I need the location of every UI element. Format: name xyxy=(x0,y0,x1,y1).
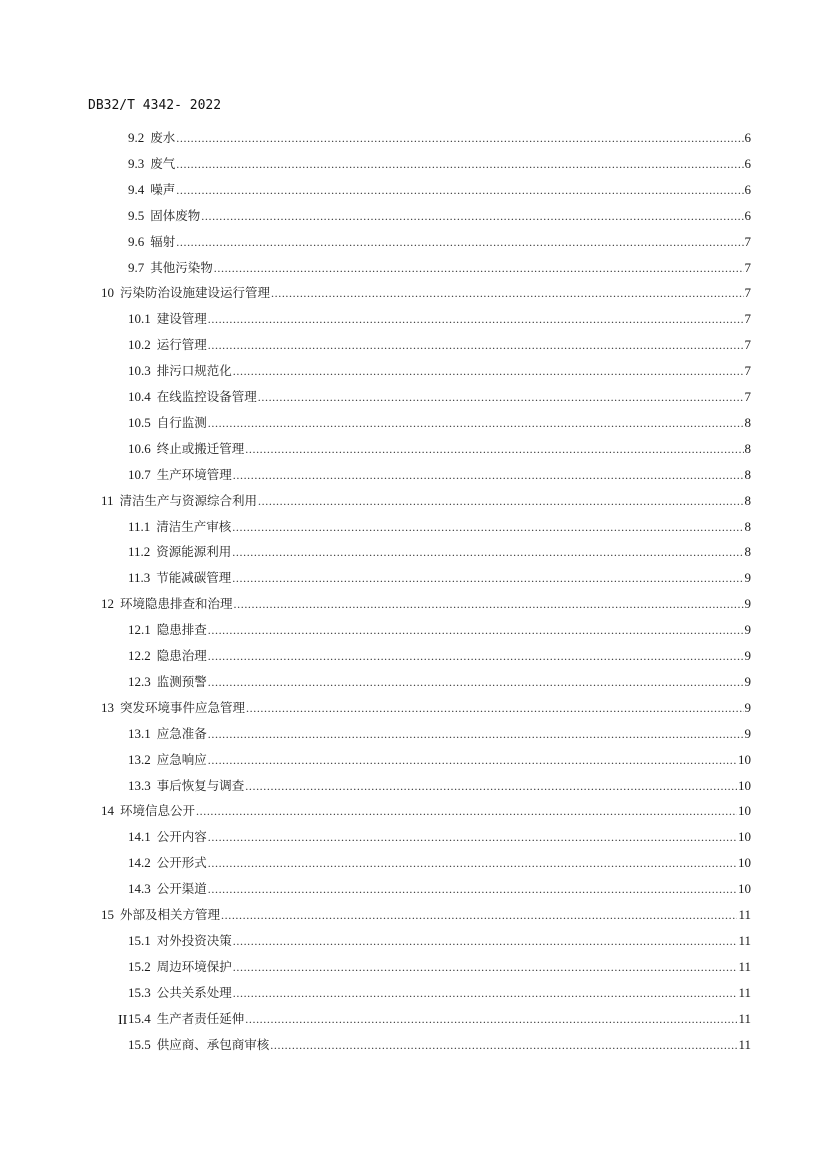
toc-entry[interactable] xyxy=(128,957,751,977)
dot-leader xyxy=(246,701,743,716)
toc-entry-number: 13.3 xyxy=(128,777,151,793)
toc-entry-page-number: 8 xyxy=(744,492,751,508)
toc-entry-title: 生产环境管理 xyxy=(156,466,232,482)
toc-entry-number: 10.1 xyxy=(128,311,151,327)
toc-entry-number: 11 xyxy=(101,492,114,508)
toc-entry-title: 环境隐患排查和治理 xyxy=(120,596,233,612)
toc-entry[interactable] xyxy=(128,853,751,873)
toc-entry[interactable] xyxy=(128,1009,751,1029)
dot-leader xyxy=(208,338,744,353)
toc-entry-title: 废气 xyxy=(150,155,176,171)
toc-entry-title: 噪声 xyxy=(150,181,176,197)
toc-entry-number: 15.2 xyxy=(128,958,151,974)
toc-entry-title: 建设管理 xyxy=(156,311,207,327)
toc-entry-title: 公开内容 xyxy=(156,829,207,845)
toc-entry-number: 14.2 xyxy=(128,855,151,871)
dot-leader xyxy=(245,779,737,794)
toc-entry[interactable] xyxy=(128,750,751,770)
toc-entry-number: 9.4 xyxy=(128,181,145,197)
toc-entry-page-number: 8 xyxy=(744,414,751,430)
toc-entry-page-number: 10 xyxy=(738,803,751,819)
dot-leader xyxy=(258,494,743,509)
toc-entry-page-number: 11 xyxy=(738,1036,751,1052)
toc-entry-number: 9.7 xyxy=(128,259,145,275)
toc-entry[interactable] xyxy=(128,128,751,148)
toc-entry-page-number: 8 xyxy=(744,440,751,456)
dot-leader xyxy=(208,856,737,871)
toc-entry[interactable] xyxy=(128,568,751,588)
dot-leader xyxy=(258,390,744,405)
toc-entry-title: 公开渠道 xyxy=(156,881,207,897)
toc-entry-title: 清洁生产审核 xyxy=(156,518,232,534)
toc-entry-title: 资源能源利用 xyxy=(156,544,232,560)
toc-entry-number: 15.5 xyxy=(128,1036,151,1052)
toc-entry-page-number: 9 xyxy=(744,648,751,663)
toc-entry[interactable] xyxy=(128,465,751,485)
toc-entry[interactable] xyxy=(128,206,751,226)
dot-leader xyxy=(201,209,743,224)
toc-entry[interactable] xyxy=(101,594,751,614)
toc-entry-title: 监测预警 xyxy=(156,673,207,689)
toc-entry-page-number: 9 xyxy=(744,673,751,689)
dot-leader xyxy=(233,364,744,379)
toc-entry-page-number: 11 xyxy=(738,932,751,948)
toc-entry[interactable] xyxy=(128,361,751,381)
toc-entry[interactable] xyxy=(128,620,751,640)
toc-entry-number: 15.3 xyxy=(128,984,151,1000)
toc-entry-title: 公开形式 xyxy=(156,855,207,871)
dot-leader xyxy=(233,960,738,975)
toc-entry[interactable] xyxy=(101,491,751,511)
toc-entry-title: 隐患治理 xyxy=(156,648,207,663)
dot-leader xyxy=(233,986,738,1001)
toc-entry-title: 对外投资决策 xyxy=(156,932,232,948)
toc-entry-number: 9.5 xyxy=(128,207,145,223)
toc-entry[interactable] xyxy=(128,387,751,407)
dot-leader xyxy=(208,623,744,638)
toc-entry-title: 排污口规范化 xyxy=(156,363,232,379)
toc-entry-page-number: 8 xyxy=(744,466,751,482)
toc-entry[interactable] xyxy=(128,258,751,278)
dot-leader xyxy=(176,157,743,172)
toc-entry-page-number: 6 xyxy=(744,207,751,223)
dot-leader xyxy=(245,442,743,457)
toc-entry[interactable] xyxy=(128,335,751,355)
toc-entry-number: 10.7 xyxy=(128,466,151,482)
toc-entry-page-number: 8 xyxy=(744,544,751,560)
toc-entry-title: 周边环境保护 xyxy=(156,958,232,974)
toc-entry-number: 14.1 xyxy=(128,829,151,845)
dot-leader xyxy=(208,882,737,897)
toc-entry[interactable] xyxy=(101,801,751,821)
toc-entry-page-number: 10 xyxy=(738,777,751,793)
toc-entry-page-number: 9 xyxy=(744,570,751,586)
toc-entry-title: 外部及相关方管理 xyxy=(120,907,221,922)
dot-leader xyxy=(208,675,744,690)
dot-leader xyxy=(233,468,744,483)
toc-entry-page-number: 7 xyxy=(744,311,751,327)
dot-leader xyxy=(221,908,737,923)
dot-leader xyxy=(208,830,737,845)
toc-entry-page-number: 7 xyxy=(744,259,751,275)
toc-entry-number: 12.1 xyxy=(128,622,151,638)
toc-entry-number: 15 xyxy=(101,907,114,922)
toc-entry-number: 13.2 xyxy=(128,751,151,767)
toc-entry-page-number: 9 xyxy=(744,596,751,612)
toc-entry-title: 隐患排查 xyxy=(156,622,207,638)
toc-entry[interactable] xyxy=(101,905,751,925)
toc-entry-title: 废水 xyxy=(150,130,176,145)
toc-entry-number: 10.3 xyxy=(128,363,151,379)
toc-entry-number: 10.5 xyxy=(128,414,151,430)
toc-entry-number: 10.6 xyxy=(128,440,151,456)
toc-entry-page-number: 9 xyxy=(744,699,751,715)
toc-entry-title: 其他污染物 xyxy=(150,259,213,275)
toc-entry-title: 应急响应 xyxy=(156,751,207,767)
dot-leader xyxy=(208,416,744,431)
toc-entry[interactable] xyxy=(128,413,751,433)
toc-entry-number: 14 xyxy=(101,803,114,819)
toc-entry[interactable] xyxy=(101,698,751,718)
page-number-footer: II xyxy=(118,1013,128,1028)
dot-leader xyxy=(208,312,744,327)
toc-entry[interactable] xyxy=(101,283,751,303)
toc-entry[interactable] xyxy=(128,827,751,847)
toc-entry-title: 污染防治设施建设运行管理 xyxy=(120,285,271,301)
toc-entry-page-number: 11 xyxy=(738,907,751,922)
toc-entry-page-number: 10 xyxy=(738,855,751,871)
toc-entry[interactable] xyxy=(128,879,751,899)
toc-entry-number: 13 xyxy=(101,699,114,715)
toc-entry-number: 12.3 xyxy=(128,673,151,689)
toc-entry[interactable] xyxy=(128,542,751,562)
toc-entry[interactable] xyxy=(128,983,751,1003)
toc-entry-page-number: 7 xyxy=(744,337,751,353)
dot-leader xyxy=(232,545,743,560)
toc-entry-page-number: 9 xyxy=(744,622,751,638)
dot-leader xyxy=(176,131,743,146)
toc-entry-title: 生产者责任延伸 xyxy=(156,1010,245,1026)
toc-entry-page-number: 7 xyxy=(744,389,751,404)
toc-entry-page-number: 8 xyxy=(744,518,751,534)
document-code-header: DB32/T 4342- 2022 xyxy=(88,98,222,113)
toc-entry[interactable] xyxy=(128,931,751,951)
toc-entry-number: 11.1 xyxy=(128,518,151,534)
toc-entry-number: 12.2 xyxy=(128,648,151,663)
dot-leader xyxy=(234,597,744,612)
toc-entry-page-number: 6 xyxy=(744,181,751,197)
toc-entry-number: 15.1 xyxy=(128,932,151,948)
toc-entry[interactable] xyxy=(128,517,751,537)
toc-entry-page-number: 7 xyxy=(744,233,751,249)
dot-leader xyxy=(232,520,743,535)
toc-entry-page-number: 7 xyxy=(744,363,751,379)
dot-leader xyxy=(196,804,737,819)
dot-leader xyxy=(176,235,743,250)
toc-entry-title: 终止或搬迁管理 xyxy=(156,440,245,456)
toc-entry-page-number: 11 xyxy=(738,1010,751,1026)
toc-entry-number: 9.6 xyxy=(128,233,145,249)
toc-entry-number: 10.2 xyxy=(128,337,151,353)
toc-entry-page-number: 10 xyxy=(738,829,751,845)
dot-leader xyxy=(233,934,738,949)
toc-entry-title: 在线监控设备管理 xyxy=(156,389,257,404)
toc-entry[interactable] xyxy=(128,232,751,252)
toc-entry-number: 11.3 xyxy=(128,570,151,586)
toc-entry-page-number: 10 xyxy=(738,751,751,767)
toc-entry-number: 11.2 xyxy=(128,544,151,560)
dot-leader xyxy=(208,753,737,768)
toc-entry-number: 14.3 xyxy=(128,881,151,897)
toc-entry[interactable] xyxy=(128,309,751,329)
toc-entry-number: 13.1 xyxy=(128,725,151,741)
dot-leader xyxy=(176,183,743,198)
toc-entry-title: 清洁生产与资源综合利用 xyxy=(119,492,258,508)
toc-entry-number: 9.3 xyxy=(128,155,145,171)
dot-leader xyxy=(245,1012,737,1027)
toc-entry-title: 环境信息公开 xyxy=(120,803,196,819)
toc-entry-title: 固体废物 xyxy=(150,207,201,223)
toc-entry[interactable] xyxy=(128,154,751,174)
toc-entry-page-number: 10 xyxy=(738,881,751,897)
toc-entry-page-number: 6 xyxy=(744,155,751,171)
toc-entry-title: 事后恢复与调查 xyxy=(156,777,245,793)
toc-entry-title: 公共关系处理 xyxy=(156,984,232,1000)
toc-entry[interactable] xyxy=(128,180,751,200)
toc-entry-title: 运行管理 xyxy=(156,337,207,353)
toc-entry-number: 9.2 xyxy=(128,130,145,145)
toc-entry-title: 辐射 xyxy=(150,233,176,249)
toc-entry-number: 15.4 xyxy=(128,1010,151,1026)
toc-entry-title: 供应商、承包商审核 xyxy=(156,1036,270,1052)
dot-leader xyxy=(271,286,743,301)
dot-leader xyxy=(214,261,744,276)
toc-entry[interactable] xyxy=(128,1035,751,1055)
toc-entry-title: 自行监测 xyxy=(156,414,207,430)
toc-entry-page-number: 6 xyxy=(744,130,751,145)
toc-entry-number: 10 xyxy=(101,285,114,301)
toc-entry-title: 突发环境事件应急管理 xyxy=(120,699,246,715)
toc-entry-page-number: 11 xyxy=(738,958,751,974)
dot-leader xyxy=(270,1038,737,1053)
toc-entry-page-number: 11 xyxy=(738,984,751,1000)
dot-leader xyxy=(208,727,744,742)
toc-entry-page-number: 9 xyxy=(744,725,751,741)
toc-entry-title: 应急准备 xyxy=(156,725,207,741)
toc-entry-number: 10.4 xyxy=(128,389,151,404)
dot-leader xyxy=(232,571,743,586)
toc-entry[interactable] xyxy=(128,646,751,666)
toc-entry[interactable] xyxy=(128,439,751,459)
toc-entry[interactable] xyxy=(128,724,751,744)
toc-entry-number: 12 xyxy=(101,596,114,612)
toc-entry[interactable] xyxy=(128,776,751,796)
toc-entry-page-number: 7 xyxy=(744,285,751,301)
toc-entry-title: 节能减碳管理 xyxy=(156,570,232,586)
dot-leader xyxy=(208,649,744,664)
toc-entry[interactable] xyxy=(128,672,751,692)
